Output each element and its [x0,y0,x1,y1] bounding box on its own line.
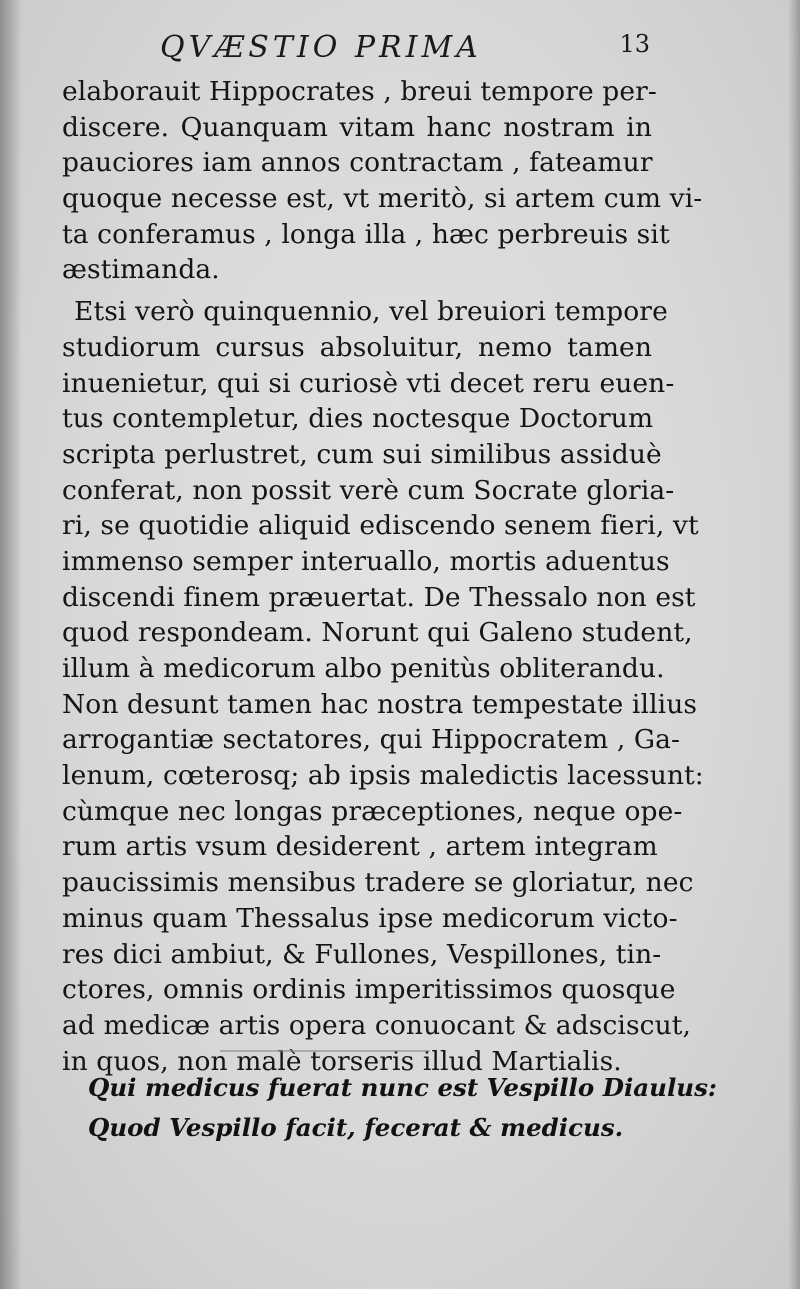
martial-quote [88,1068,717,1148]
text-line: illum à medicorum albo penitùs obliterandu. [62,653,665,684]
page-header [150,30,650,70]
page-number: 13 [619,30,650,58]
text-line: ri, se quotidie aliquid ediscendo senem fieri, vt [62,510,699,542]
page-edge-shadow [788,0,800,1289]
text-line: in quos, non malè torseris illud Martialis. [62,1045,622,1077]
text-line: res dici ambiut, & Fullones, Vespillones, tin- [62,938,662,970]
text-line: lenum, cœterosq; ab ipsis maledictis lacessunt: [62,760,704,792]
text-line: pauciores iam annos contractam , fateamur [62,147,653,179]
text-line: conferat, non possit verè cum Socrate gloria- [62,474,675,506]
text-line: discere. Quanquam vitam hanc nostram in [62,111,652,143]
text-line: æstimanda. [62,254,220,286]
text-line: inuenietur, qui si curiosè vti decet reru euen- [62,367,675,399]
text-line: immenso semper interuallo, mortis aduentus [62,545,670,577]
text-line: elaborauit Hippocrates , breui tempore per- [62,76,657,107]
text-line: studiorum cursus absoluitur, nemo tamen [62,331,652,363]
text-line: paucissimis mensibus tradere se gloriatur, nec [62,867,694,899]
text-line: quoque necesse est, vt meritò, si artem cum vi- [62,183,703,215]
main-text [62,74,704,1079]
text-line: discendi finem præuertat. De Thessalo non est [62,581,696,613]
quote-line: Qui medicus fuerat nunc est Vespillo Diaulus: [88,1073,717,1102]
text-line: scripta perlustret, cum sui similibus assiduè [62,438,662,470]
text-line: ad medicæ artis opera conuocant & adsciscut, [62,1009,692,1041]
text-line: rum artis vsum desiderent , artem integram [62,831,658,863]
text-line: tus contempletur, dies noctesque Doctorum [62,403,654,435]
text-line: Etsi verò quinquennio, vel breuiori tempore [74,296,668,328]
text-line: ta conferamus , longa illa , hæc perbreuis sit [62,218,670,250]
text-line: ctores, omnis ordinis imperitissimos quosque [62,974,676,1006]
section-rule [220,1050,430,1052]
page-gutter-shadow [0,0,22,1289]
text-line: minus quam Thessalus ipse medicorum victo- [62,902,678,934]
running-head: QVÆSTIO PRIMA [160,30,482,65]
text-line: arrogantiæ sectatores, qui Hippocratem , Ga- [62,724,681,756]
text-line: quod respondeam. Norunt qui Galeno student, [62,617,693,649]
text-line: cùmque nec longas præceptiones, neque ope- [62,795,683,827]
text-line: Non desunt tamen hac nostra tempestate illius [62,688,698,720]
quote-line: Quod Vespillo facit, fecerat & medicus. [88,1113,624,1142]
